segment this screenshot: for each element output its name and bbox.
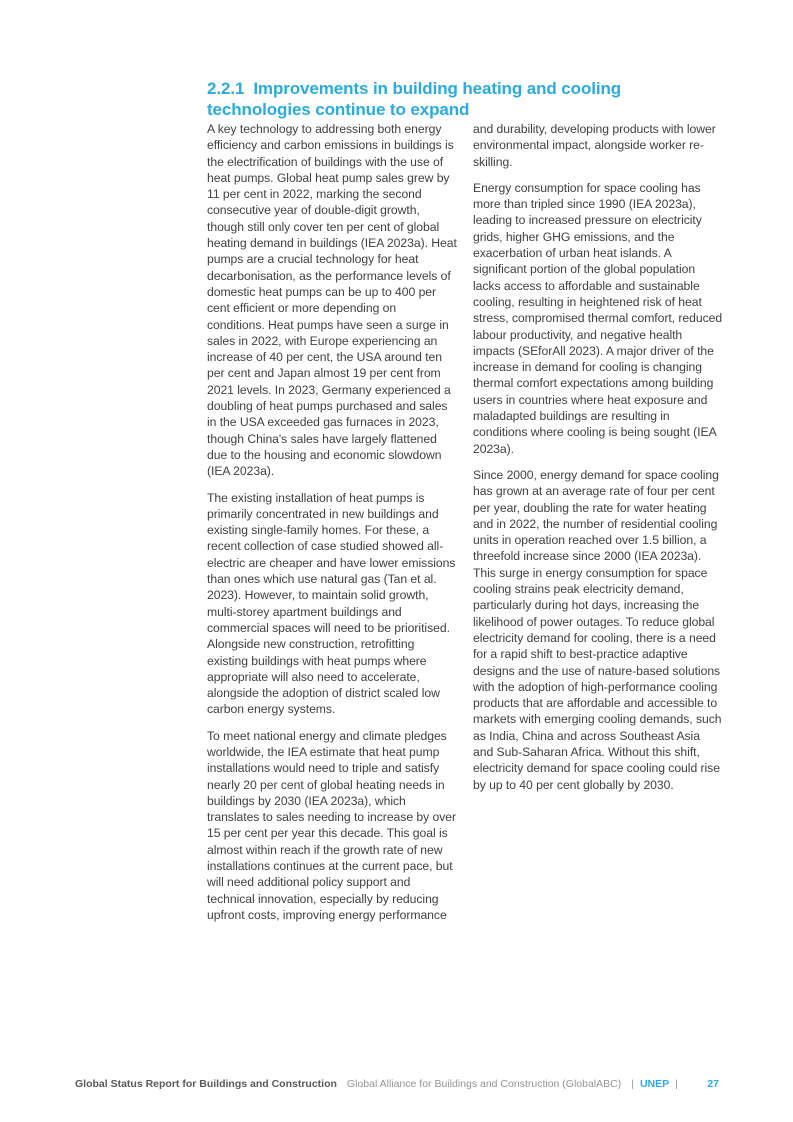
footer-separator: | (631, 1078, 634, 1090)
text-column-right (473, 121, 723, 803)
footer-report-title: Global Status Report for Buildings and Construction (75, 1078, 337, 1090)
footer-alliance-name: Global Alliance for Buildings and Construction (GlobalABC) (346, 1078, 622, 1090)
page-footer (75, 1078, 719, 1091)
section-title: Improvements in building heating and cooling technologies continue to expand (207, 79, 622, 120)
body-paragraph: To meet national energy and climate pledges worldwide, the IEA estimate that heat pump installations would need to triple and satisfy nearly 20 per cent of global heating needs in buildings by 2030 (IEA 2023a), which translates to sales needing to increase by over 15 per cent per year this decade. This goal is almost within reach if the growth rate of new installations continues at the current pace, but will need additional policy support and technical innovation, especially by reducing upfront costs, improving energy performance (207, 728, 456, 922)
section-number: 2.2.1 (207, 79, 245, 99)
page-number: 27 (707, 1078, 719, 1090)
body-paragraph: Energy consumption for space cooling has more than tripled since 1990 (IEA 2023a), leading to increased pressure on electricity grids, higher GHG emissions, and the exacerbation of urban heat islands. A significant portion of the global population lacks access to affordable and sustainable cooling, resulting in heightened risk of heat stress, compromised thermal comfort, reduced labour productivity, and negative health impacts (SEforAll 2023). A major driver of the increase in demand for cooling is changing thermal comfort expectations among building users in countries where heat exposure and maladapted buildings are resulting in conditions where cooling is being sought (IEA 2023a). (473, 180, 723, 456)
section-heading (207, 78, 727, 120)
footer-separator: | (675, 1078, 678, 1090)
footer-unep-label: UNEP (639, 1078, 670, 1090)
body-paragraph: A key technology to addressing both energy efficiency and carbon emissions in buildings is the electrification of buildings with the use of heat pumps. Global heat pump sales grew by 11 per cent in 2022, marking the second consecutive year of double-digit growth, though still only cover ten per cent of global heating demand in buildings (IEA 2023a). Heat pumps are a crucial technology for heat decarbonisation, as the performance levels of domestic heat pumps can be up to 400 per cent efficient or more depending on conditions. Heat pumps have seen a surge in sales in 2022, with Europe experiencing an increase of 40 per cent, the USA around ten per cent and Japan almost 19 per cent from 2021 levels. In 2023, Germany experienced a doubling of heat pumps purchased and sales in the USA exceeded gas furnaces in 2023, though China's sales have largely flattened due to the housing and economic slowdown (IEA 2023a). (207, 122, 457, 479)
body-paragraph: and durability, developing products with lower environmental impact, alongside worker re-skilling. (473, 122, 716, 169)
body-paragraph: Since 2000, energy demand for space cooling has grown at an average rate of four per cent per year, doubling the rate for water heating and in 2022, the number of residential cooling units in operation reached over 1.5 billion, a threefold increase since 2000 (IEA 2023a). This surge in energy consumption for space cooling strains peak electricity demand, particularly during hot days, increasing the likelihood of power outages. To reduce global electricity demand for cooling, there is a need for a rapid shift to best-practice adaptive designs and the use of nature-based solutions with the adoption of high-performance cooling products that are affordable and accessible to markets with emerging cooling demands, such as India, China and across Southeast Asia and Sub-Saharan Africa. Without this shift, electricity demand for space cooling could rise by up to 40 per cent globally by 2030. (473, 467, 722, 792)
body-paragraph: The existing installation of heat pumps is primarily concentrated in new buildings and existing single-family homes. For these, a recent collection of case studied showed all-electric are cheaper and have lower emissions than ones which use natural gas (Tan et al. 2023). However, to maintain solid growth, multi-storey apartment buildings and commercial spaces will need to be prioritised. Alongside new construction, retrofitting existing buildings with heat pumps where appropriate will also need to accelerate, alongside the adoption of district scaled low carbon energy systems. (207, 490, 456, 717)
text-column-left (207, 121, 457, 933)
